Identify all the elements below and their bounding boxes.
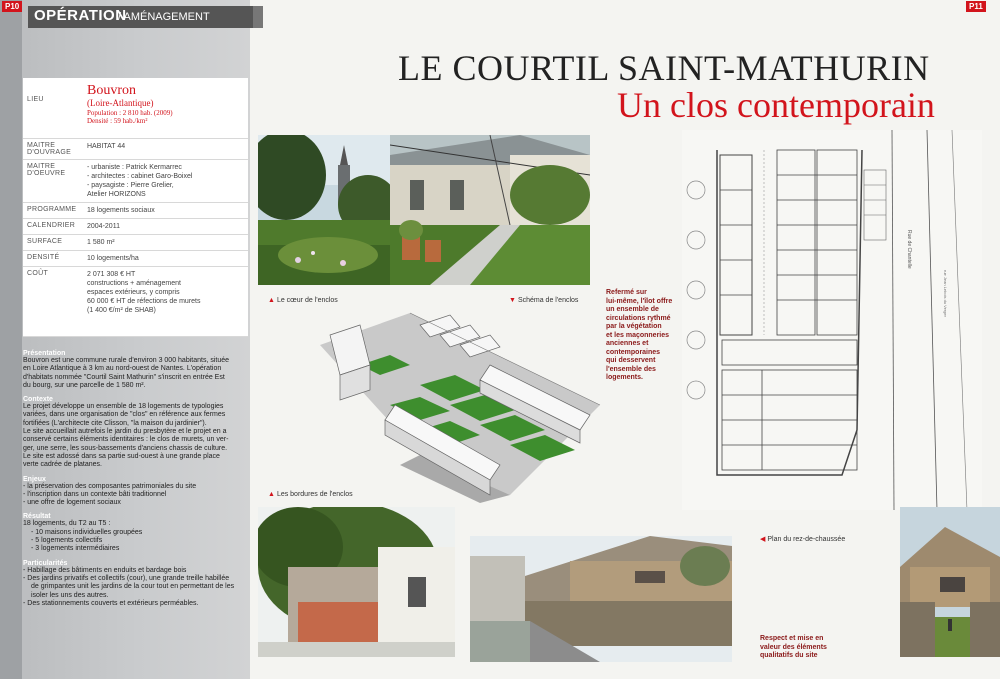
info-line: - paysagiste : Pierre Grelier, [87,181,174,189]
page-number-right: P11 [966,1,986,12]
axonometric-schema [300,305,605,505]
section-title-enjeux: Enjeux [23,475,46,483]
note-line: et les maçonneries [606,331,670,339]
note-line: Refermé sur [606,289,647,296]
section-body-resultat [23,520,247,553]
info-key: CALENDRIER [23,218,83,234]
section-body-contexte [23,403,247,469]
triangle-icon: ◀ [760,536,766,543]
note-line: valeur des éléments [760,643,827,651]
info-row [23,250,248,266]
article-subtitle: Un clos contemporain [617,85,935,125]
caption-text: Schéma de l'enclos [517,297,579,304]
info-table [23,78,248,337]
note-line: anciennes et [606,340,649,347]
section-body-particularites [23,567,247,608]
info-value [83,159,248,202]
body-line: ger, une serre, les sous-bassements d'anciens chassis de culture. [23,444,228,452]
info-line: 60 000 € HT de réfections de murets [87,297,201,305]
section-header-tail [253,6,263,28]
info-key: MAITRE D'OEUVRE [23,159,83,202]
body-line: variées, dans une organisation de "clos" en référence aux fermes [23,411,226,419]
body-line: du bourg, sur une parcelle de 1 580 m². [23,381,146,389]
photo-barn-entrance [900,507,1000,657]
info-line: espaces extérieurs, y compris [87,288,180,296]
body-line: - 3 logements intermédiaires [31,545,120,553]
note-line: logements. [606,374,643,381]
note-line: l'ensemble des [606,365,656,373]
info-value [83,202,248,218]
plan-street-label-2: rue Jean Lebois du Verger [943,270,948,317]
floor-plan [682,130,982,510]
section-title-particularites: Particularités [23,559,68,567]
body-line: d'habitats nommée "Courtil Saint Mathurin" s'inscrit en entrée Est [23,373,225,381]
note-respect [760,635,827,661]
body-line: Le site est adossé dans sa partie sud-ouest à une grande place [23,452,220,460]
page-number-left: P10 [2,1,22,12]
photo-garden-church [258,135,390,285]
photo-tree-house [258,507,455,657]
info-line: - architectes : cabinet Garo-Boixel [87,172,193,180]
section-title-resultat: Résultat [23,513,51,521]
body-line: - la préservation des composantes patrimoniales du site [23,482,197,490]
info-line: - urbaniste : Patrick Kermarrec [87,163,182,171]
body-line: - Des jardins privatifs et collectifs (cour), une grande treille habillée [23,574,230,582]
body-line: - 10 maisons individuelles groupées [31,528,143,536]
body-line: - Habillage des bâtiments en enduits et bardage bois [23,566,187,574]
note-line: un ensemble de [606,306,659,313]
info-line: 10 logements/ha [87,254,139,262]
info-row [23,138,248,159]
article-title: LE COURTIL SAINT-MATHURIN [398,48,930,88]
note-line: qui desservent [606,357,656,364]
note-line: par la végétation [606,323,662,330]
info-key: PROGRAMME [23,202,83,218]
body-line: Le site accueillait autrefois le jardin du presbytère et le projet en a [23,428,227,436]
lieu-city: Bouvron [87,83,136,98]
info-key: DENSITÉ [23,250,83,266]
left-text-sections [23,350,247,608]
info-value [83,218,248,234]
info-row [23,202,248,218]
triangle-icon: ▼ [509,297,516,304]
body-line: conservé certains éléments identitaires : le clos de murets, un ver- [23,436,229,444]
caption-coeur [268,297,338,304]
body-line: Bouvron est une commune rurale d'environ 3 000 habitants, située [23,357,230,364]
note-line: circulations rythmé [606,314,671,322]
section-title-contexte: Contexte [23,396,53,404]
section-body-presentation [23,357,247,390]
info-line: 18 logements sociaux [87,206,155,214]
note-line: lui-même, l'îlot offre [606,297,673,305]
body-line: - Des stationnements couverts et extérieurs perméables. [23,599,199,607]
section-body-enjeux [23,483,247,508]
info-value [83,138,248,159]
triangle-icon: ▲ [268,491,275,498]
info-value [83,266,248,336]
body-line: verte cadrée de platanes. [23,461,102,469]
info-row [23,218,248,234]
info-row [23,266,248,336]
lieu-population: Population : 2 810 hab. (2009) [87,109,173,117]
info-row [23,234,248,250]
section-header-subtitle: / AMÉNAGEMENT [118,11,210,23]
info-row [23,159,248,202]
caption-bordures [268,491,353,498]
info-line: HABITAT 44 [87,142,126,150]
note-referme [606,289,672,383]
info-line: (1 400 €/m² de SHAB) [87,306,156,314]
body-line: - 5 logements collectifs [31,537,103,545]
info-line: 2 071 308 € HT [87,270,136,278]
info-line: Atelier HORIZONS [87,190,146,198]
caption-text: Le cœur de l'enclos [276,297,338,304]
section-title-presentation: Présentation [23,350,66,357]
photo-courtyard-treille [390,135,590,285]
info-key: COÛT [23,266,83,336]
caption-schema [509,297,578,304]
section-header-title: OPÉRATION [34,7,127,24]
triangle-icon: ▲ [268,297,275,304]
body-line: en Loire Atlantique à 3 km au nord-ouest de Nantes. L'opération [23,365,222,373]
left-edge-band [0,0,22,679]
info-row-lieu [23,78,248,138]
info-line: 2004-2011 [87,222,120,230]
caption-plan [760,535,845,543]
body-line: Le projet développe un ensemble de 18 logements de typologies [23,403,224,411]
body-line: 18 logements, du T2 au T5 : [23,520,111,528]
note-line: qualitatifs du site [760,652,818,659]
plan-street-label: Rue de Chantelle [906,230,912,269]
body-line: isoler les uns des autres. [31,591,109,599]
caption-text: Plan du rez-de-chaussée [767,536,846,543]
body-line: de grimpantes unit les jardins de la cour tout en permettant de les [31,583,235,591]
body-line: - l'inscription dans un contexte bâti traditionnel [23,490,167,498]
note-line: Respect et mise en [760,635,824,642]
info-value [83,250,248,266]
body-line: fortifiées (L'architecte cite Clisson, "la maison du jardinier"). [23,419,207,427]
info-value [83,78,248,138]
photo-street-barn [470,536,732,662]
note-line: contemporaines [606,348,661,356]
caption-text: Les bordures de l'enclos [276,491,353,498]
info-line: 1 580 m² [87,238,115,246]
lieu-department: (Loire-Atlantique) [87,98,154,108]
body-line: - une offre de logement sociaux [23,499,121,507]
info-key: SURFACE [23,234,83,250]
info-value [83,234,248,250]
info-key: LIEU [23,78,83,138]
info-line: constructions + aménagement [87,279,181,287]
info-key: MAITRE D'OUVRAGE [23,138,83,159]
lieu-density: Densité : 59 hab./km² [87,117,148,125]
